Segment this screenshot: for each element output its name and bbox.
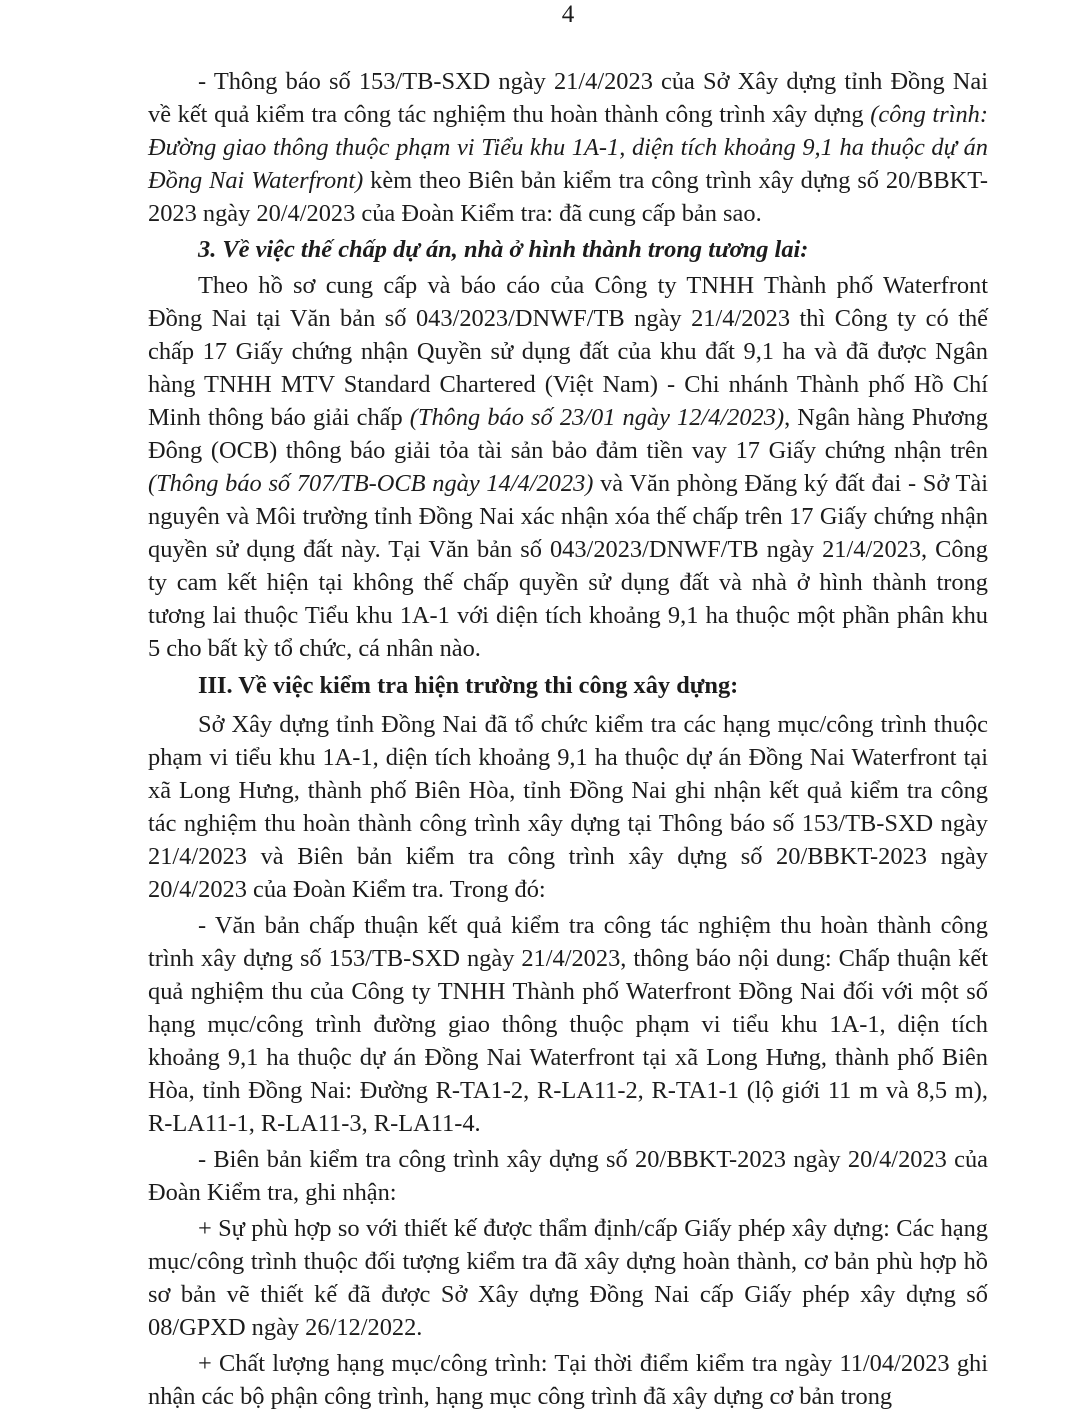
heading-text: III. Về việc kiểm tra hiện trường thi công xây dựng:	[198, 672, 739, 699]
paragraph-quality-note	[148, 1347, 988, 1413]
text-run: + Sự phù hợp so với thiết kế được thẩm định/cấp Giấy phép xây dựng: Các hạng mục/công trình thuộc đối tượng kiểm tra đã xây dựng hoàn thành, cơ bản phù hợp hồ sơ bản vẽ thiết kế đã được Sở Xây dựng Đồng Nai cấp Giấy phép xây dựng số 08/GPXD ngày 26/12/2022.	[148, 1215, 988, 1341]
text-run: Sở Xây dựng tỉnh Đồng Nai đã tổ chức kiểm tra các hạng mục/công trình thuộc phạm vi tiểu khu 1A-1, diện tích khoảng 9,1 ha thuộc dự án Đồng Nai Waterfront tại xã Long Hưng, thành phố Biên Hòa, tỉnh Đồng Nai ghi nhận kết quả kiểm tra công tác nghiệm thu hoàn thành công trình xây dựng tại Thông báo số 153/TB-SXD ngày 21/4/2023 và Biên bản kiểm tra công trình xây dựng số 20/BBKT-2023 ngày 20/4/2023 của Đoàn Kiểm tra. Trong đó:	[148, 711, 988, 903]
document-body	[148, 65, 988, 1416]
text-run: Theo hồ sơ cung cấp và báo cáo của Công ty TNHH Thành phố Waterfront Đồng Nai tại Văn bản số 043/2023/DNWF/TB ngày 21/4/2023 thì Công ty có thế chấp 17 Giấy chứng nhận Quyền sử dụng đất của khu đất 9,1 ha và đã được Ngân hàng TNHH MTV Standard Chartered (Việt Nam) - Chi nhánh Thành phố Hồ Chí Minh thông báo giải chấp	[148, 272, 988, 431]
paragraph-notice-153	[148, 65, 988, 230]
paragraph-inspection-record	[148, 1143, 988, 1209]
paragraph-conformity-note	[148, 1212, 988, 1344]
text-run-italic: (Thông báo số 23/01 ngày 12/4/2023)	[409, 404, 785, 431]
text-run: và Văn phòng Đăng ký đất đai - Sở Tài nguyên và Môi trường tỉnh Đồng Nai xác nhận xóa thế chấp trên 17 Giấy chứng nhận quyền sử dụng đất này. Tại Văn bản số 043/2023/DNWF/TB ngày 21/4/2023, Công ty cam kết hiện tại không thế chấp quyền sử dụng đất và nhà ở hình thành trong tương lai thuộc Tiểu khu 1A-1 với diện tích khoảng 9,1 ha thuộc một phần phân khu 5 cho bất kỳ tổ chức, cá nhân nào.	[148, 470, 988, 662]
text-run-italic: (công trình: Đường giao thông thuộc phạm vi Tiểu khu 1A-1, diện tích khoảng 9,1 ha thuộc dự án Đồng Nai Waterfront)	[148, 101, 988, 194]
page-number: 4	[561, 1, 575, 28]
text-run: - Thông báo số 153/TB-SXD ngày 21/4/2023 của Sở Xây dựng tỉnh Đồng Nai về kết quả kiểm tra công tác nghiệm thu hoàn thành công trình xây dựng	[148, 68, 988, 128]
paragraph-site-inspection	[148, 708, 988, 906]
paragraph-mortgage-status	[148, 269, 988, 665]
section-heading-III-site-inspection	[148, 669, 988, 702]
text-run: + Chất lượng hạng mục/công trình: Tại thời điểm kiểm tra ngày 11/04/2023 ghi nhận các bộ phận công trình, hạng mục công trình đã xây dựng cơ bản trong	[148, 1350, 988, 1410]
text-run: - Biên bản kiểm tra công trình xây dựng số 20/BBKT-2023 ngày 20/4/2023 của Đoàn Kiểm tra, ghi nhận:	[148, 1146, 988, 1206]
text-run: - Văn bản chấp thuận kết quả kiểm tra công tác nghiệm thu hoàn thành công trình xây dựng số 153/TB-SXD ngày 21/4/2023, thông báo nội dung: Chấp thuận kết quả nghiệm thu của Công ty TNHH Thành phố Waterfront Đồng Nai đối với một số hạng mục/công trình đường giao thông thuộc phạm vi tiểu khu 1A-1, diện tích khoảng 9,1 ha thuộc dự án Đồng Nai Waterfront tại xã Long Hưng, thành phố Biên Hòa, tỉnh Đồng Nai: Đường R-TA1-2, R-LA11-2, R-TA1-1 (lộ giới 11 m và 8,5 m), R-LA11-1, R-LA11-3, R-LA11-4.	[148, 912, 988, 1137]
text-run-italic: (Thông báo số 707/TB-OCB ngày 14/4/2023)	[148, 470, 594, 497]
paragraph-approval-document	[148, 909, 988, 1140]
text-run: , Ngân hàng Phương Đông (OCB) thông báo giải tỏa tài sản bảo đảm tiền vay 17 Giấy chứng nhận trên	[148, 404, 989, 464]
heading-text: 3. Về việc thế chấp dự án, nhà ở hình thành trong tương lai:	[198, 236, 809, 263]
text-run: kèm theo Biên bản kiểm tra công trình xây dựng số 20/BBKT-2023 ngày 20/4/2023 của Đoàn Kiểm tra: đã cung cấp bản sao.	[148, 167, 988, 227]
section-heading-3-mortgage	[148, 233, 988, 266]
